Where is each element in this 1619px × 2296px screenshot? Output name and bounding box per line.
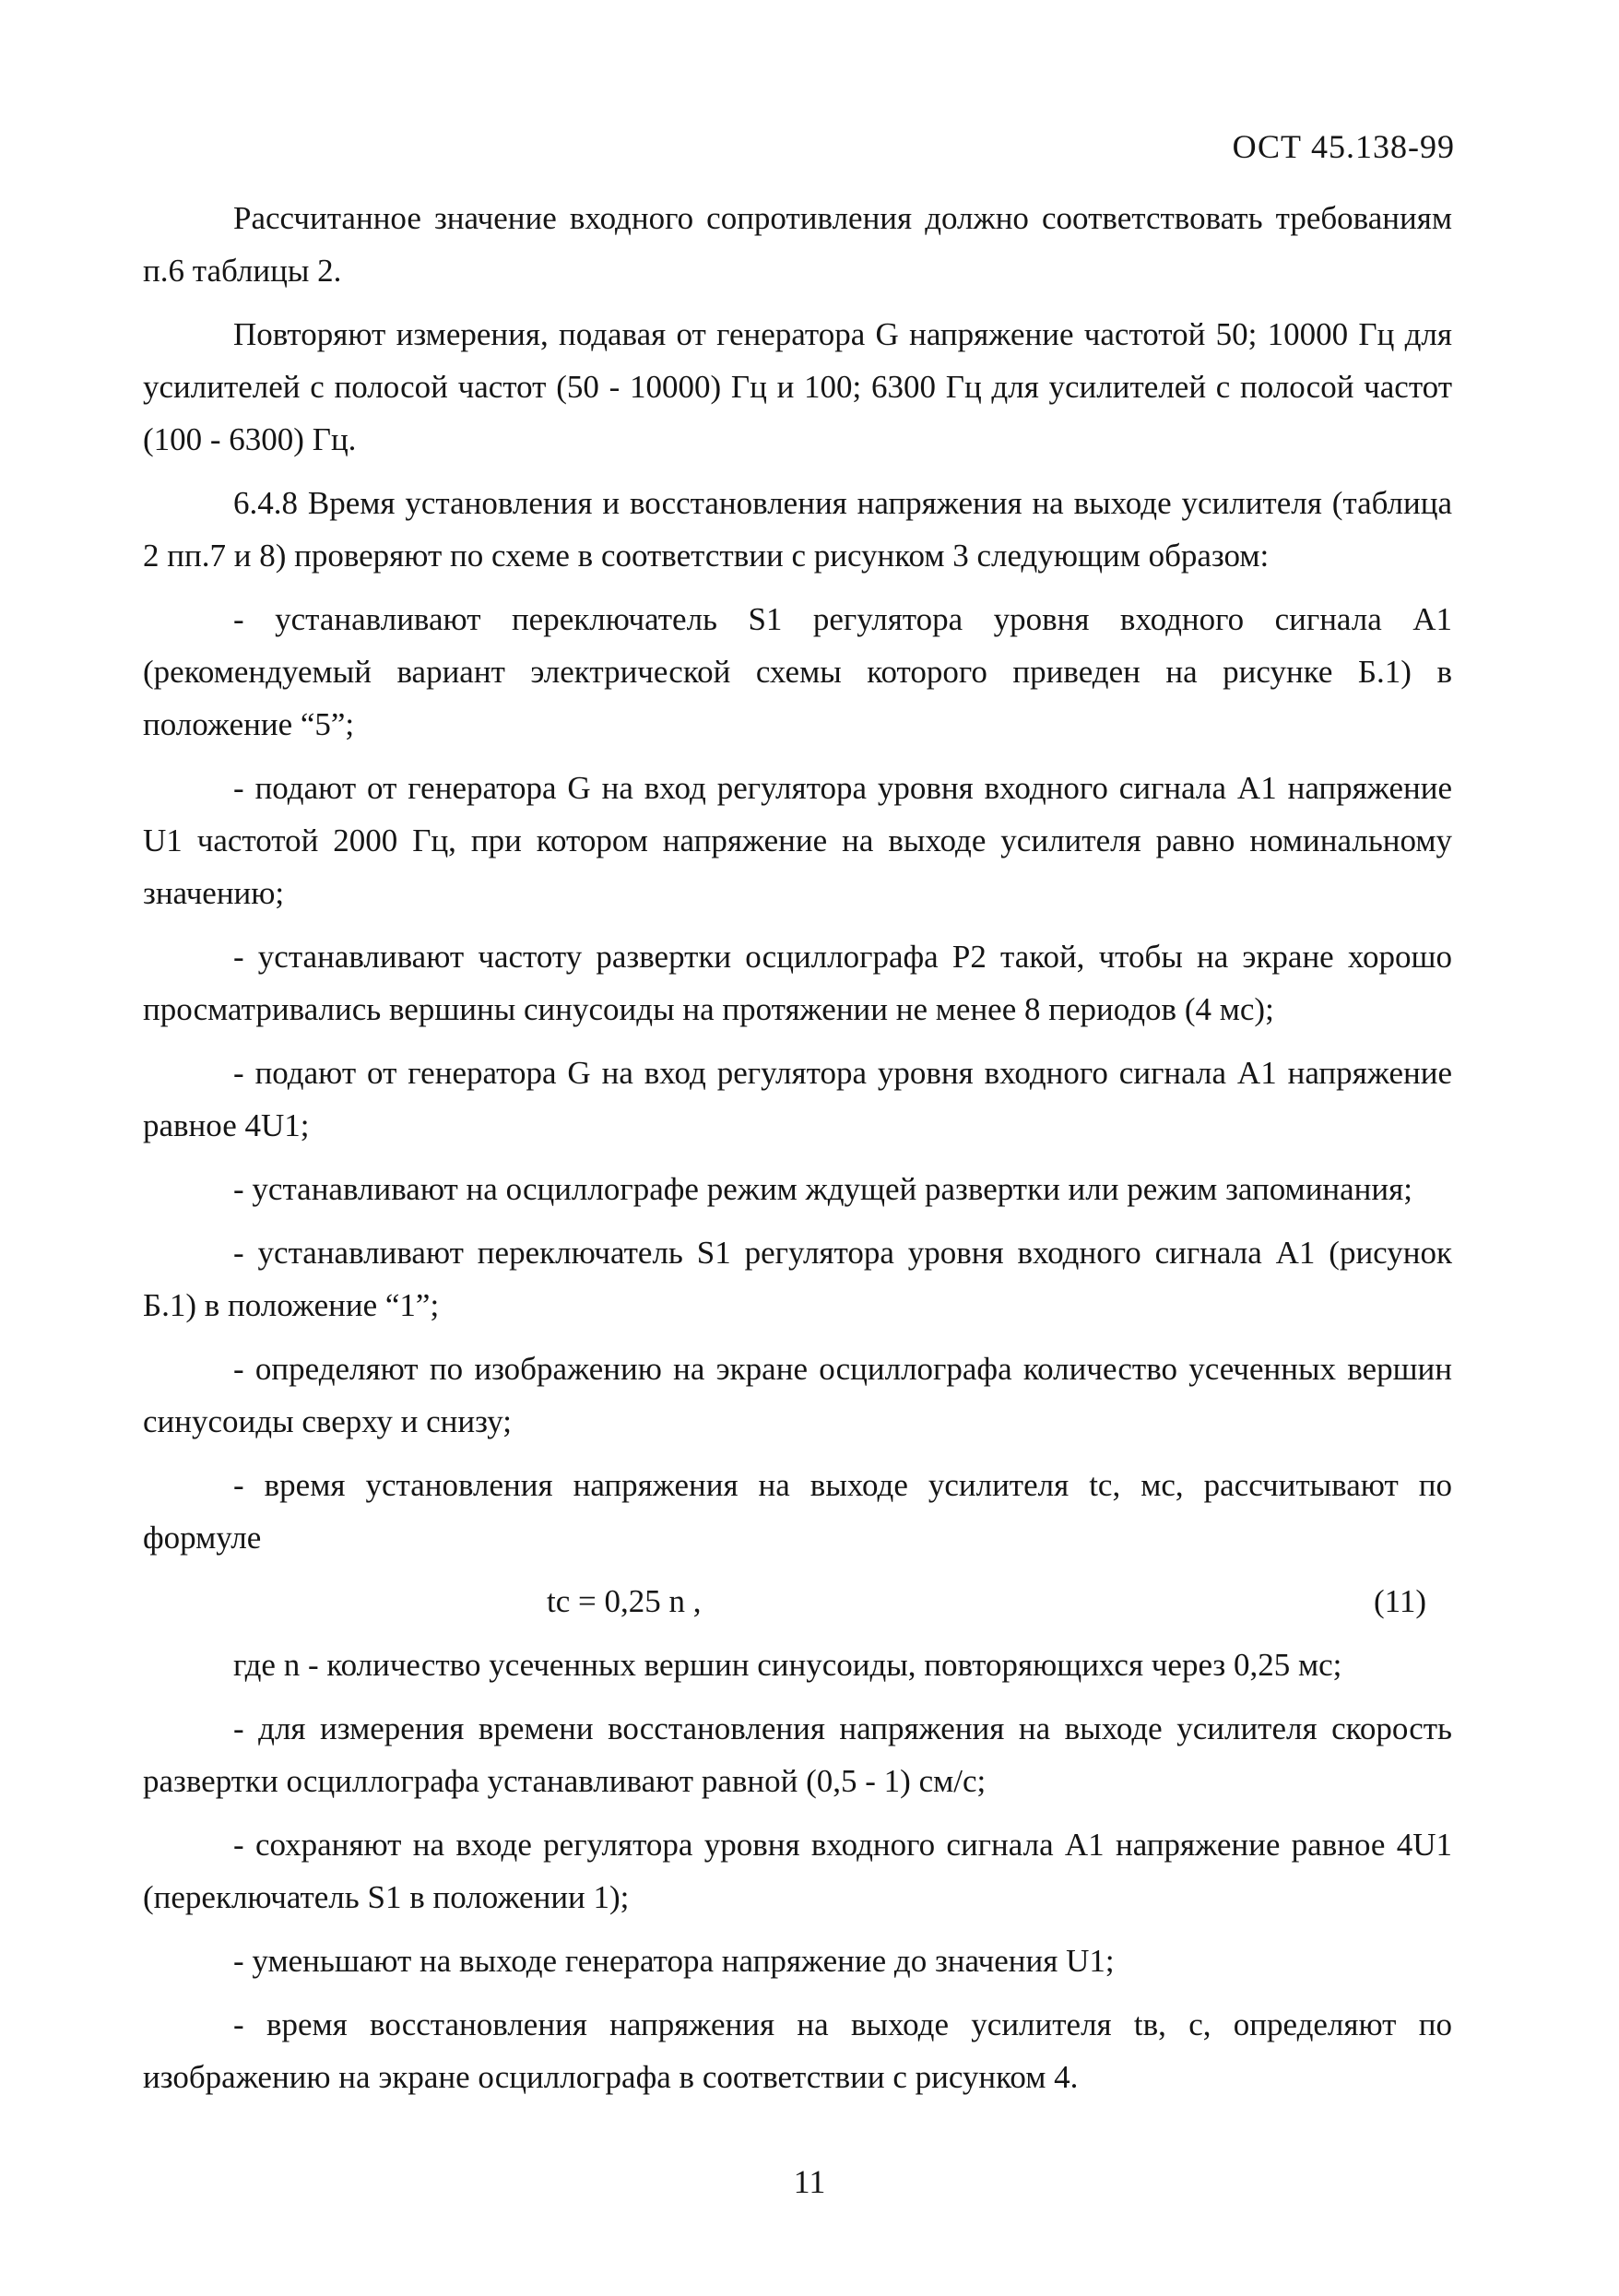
formula-11 — [143, 1575, 1452, 1627]
list-item: - время восстановления напряжения на выходе усилителя tв, с, определяют по изображению на экране осциллографа в соответствии с рисунком 4. — [143, 2006, 1452, 2095]
list-item: - устанавливают частоту развертки осциллографа Р2 такой, чтобы на экране хорошо просматривались вершины синусоиды на протяжении не менее 8 периодов (4 мс); — [143, 939, 1452, 1027]
list-item: - сохраняют на входе регулятора уровня входного сигнала А1 напряжение равное 4U1 (переключатель S1 в положении 1); — [143, 1827, 1452, 1915]
formula-expression: tс = 0,25 n , — [547, 1583, 702, 1619]
list-item: - определяют по изображению на экране осциллографа количество усеченных вершин синусоиды сверху и снизу; — [143, 1351, 1452, 1439]
document-body — [143, 192, 1452, 2114]
list-item: - для измерения времени восстановления напряжения на выходе усилителя скорость развертки осциллографа устанавливают равной (0,5 - 1) см/с; — [143, 1710, 1452, 1799]
list-item: - устанавливают переключатель S1 регулятора уровня входного сигнала А1 (рисунок Б.1) в положение “1”; — [143, 1235, 1452, 1323]
list-item: - подают от генератора G на вход регулятора уровня входного сигнала А1 напряжение равное 4U1; — [143, 1055, 1452, 1143]
paragraph-section-6-4-8: 6.4.8 Время установления и восстановления напряжения на выходе усилителя (таблица 2 пп.7 и 8) проверяют по схеме в соответствии с рисунком 3 следующим образом: — [143, 485, 1452, 574]
list-item: - устанавливают переключатель S1 регулятора уровня входного сигнала А1 (рекомендуемый вариант электрической схемы которого приведен на рисунке Б.1) в положение “5”; — [143, 601, 1452, 742]
list-item: - подают от генератора G на вход регулятора уровня входного сигнала А1 напряжение U1 частотой 2000 Гц, при котором напряжение на выходе усилителя равно номинальному значению; — [143, 770, 1452, 911]
formula-where-clause: где n - количество усеченных вершин синусоиды, повторяющихся через 0,25 мс; — [233, 1647, 1342, 1683]
page-number: 11 — [793, 2163, 826, 2200]
paragraph: Повторяют измерения, подавая от генератора G напряжение частотой 50; 10000 Гц для усилителей с полосой частот (50 - 10000) Гц и 100; 6300 Гц для усилителей с полосой частот (100 - 6300) Гц. — [143, 316, 1452, 457]
paragraph: Рассчитанное значение входного сопротивления должно соответствовать требованиям п.6 таблицы 2. — [143, 200, 1452, 289]
list-item: - время установления напряжения на выходе усилителя tс, мс, рассчитывают по формуле — [143, 1467, 1452, 1556]
formula-number: (11) — [1373, 1583, 1426, 1619]
document-code: ОСТ 45.138-99 — [1232, 128, 1455, 165]
list-item: - устанавливают на осциллографе режим ждущей развертки или режим запоминания; — [233, 1171, 1412, 1207]
list-item: - уменьшают на выходе генератора напряжение до значения U1; — [233, 1943, 1115, 1979]
